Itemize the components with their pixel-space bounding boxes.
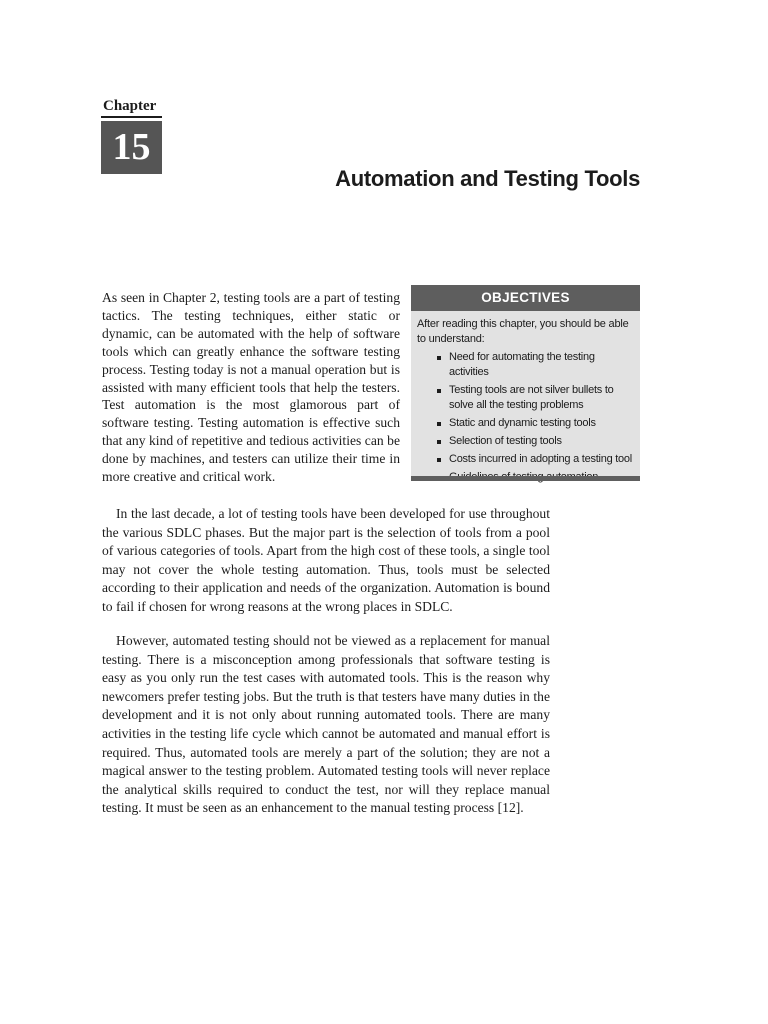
body-paragraph: However, automated testing should not be viewed as a replacement for manual testing. There is a misconception among professionals that software testing is easy as you only run the test cases with automated tools. This is the reason why newcomers prefer testing jobs. But the truth is that testers have many duties in the development and it is not only about running automated tools. There are many activities in the testing life cycle which cannot be automated and manual effort is required. Thus, automated tools are merely a part of the solution; they are not a magical answer to the testing problem. Automated testing tools will never replace the analytical skills required to conduct the test, nor will they replace manual testing. It must be seen as an enhancement to the manual testing process [12]. xyxy=(102,633,550,816)
chapter-label: Chapter xyxy=(101,96,162,118)
objectives-header: OBJECTIVES xyxy=(411,285,640,311)
chapter-number: 15 xyxy=(101,121,162,174)
objective-item: Static and dynamic testing tools xyxy=(437,416,634,431)
objective-item: Selection of testing tools xyxy=(437,434,634,449)
objectives-footer-bar xyxy=(411,476,640,481)
objectives-list xyxy=(411,350,640,485)
objectives-box xyxy=(411,285,640,481)
objective-item: Costs incurred in adopting a testing tool xyxy=(437,452,634,467)
objective-item: Need for automating the testing activities xyxy=(437,350,634,380)
objective-item: Testing tools are not silver bullets to solve all the testing problems xyxy=(437,383,634,413)
objectives-intro: After reading this chapter, you should be able to understand: xyxy=(417,318,629,345)
body-paragraph: In the last decade, a lot of testing tools have been developed for use throughout the various SDLC phases. But the major part is the selection of tools from a pool of various categories of tools. Apart from the high cost of these tools, a single tool may not cover the whole testing automation. Thus, tools must be selected according to their application and needs of the organization. Automation is bound to fail if chosen for wrong reasons at the wrong places in SDLC. xyxy=(102,506,550,614)
chapter-title: Automation and Testing Tools xyxy=(335,166,640,191)
intro-paragraph: As seen in Chapter 2, testing tools are a part of testing tactics. The testing techniques, either static or dynamic, can be automated with the help of software tools which can greatly enhance the software testing process. Testing today is not a manual operation but is assisted with many efficient tools that help the testers. Test automation is the most glamorous part of software testing. Testing automation is effective such that any kind of repetitive and tedious activities can be done by machines, and testers can utilize their time in more creative and critical work. xyxy=(102,290,400,485)
chapter-block xyxy=(101,96,162,174)
